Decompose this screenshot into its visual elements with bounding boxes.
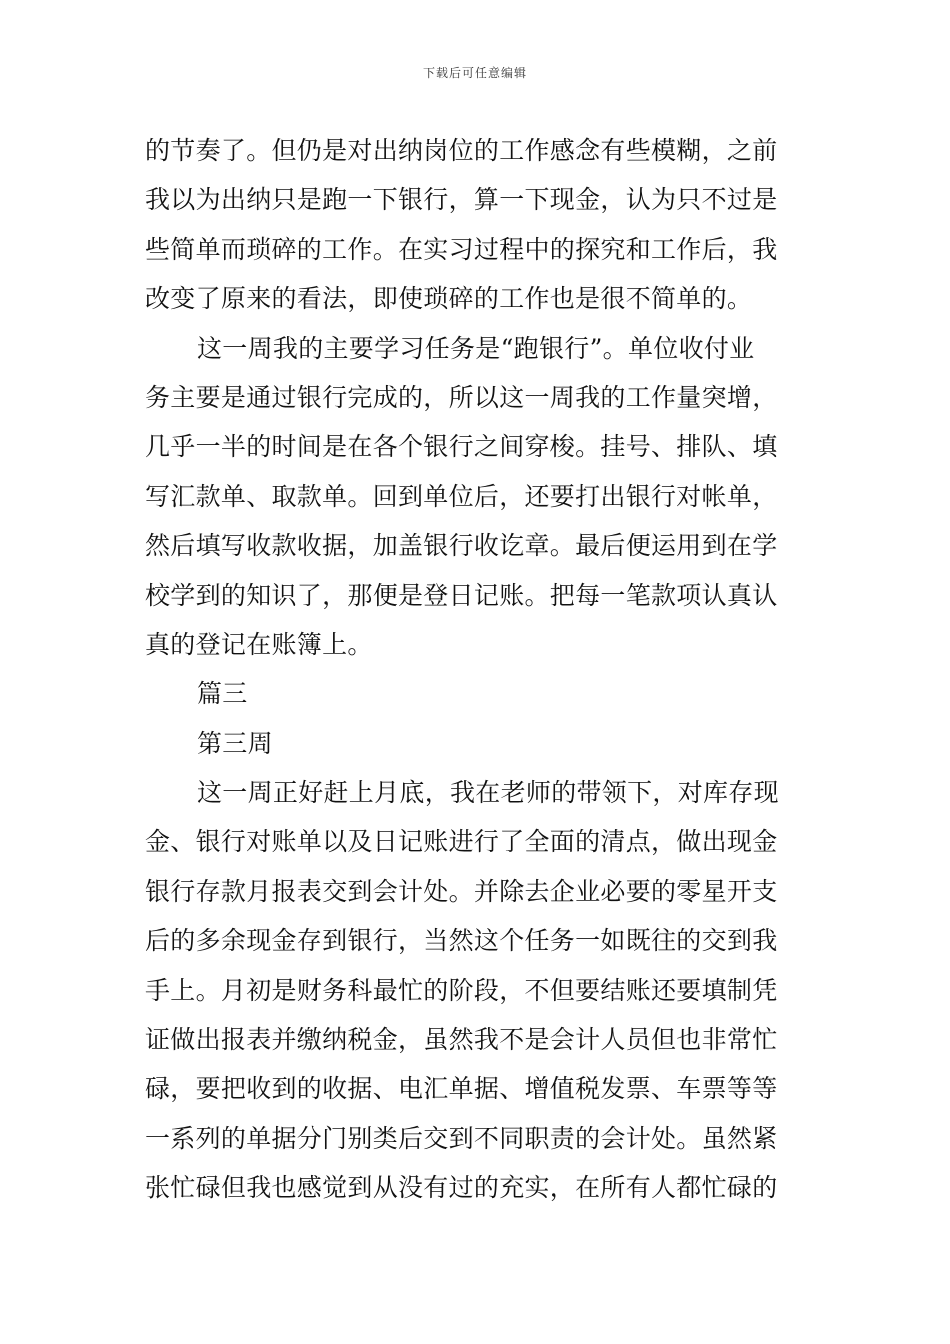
page-header: 下载后可任意编辑 (422, 66, 527, 80)
text-line: 证做出报表并缴纳税金，虽然我不是会计人员但也非常忙 (145, 1025, 778, 1055)
text-line: 真的登记在账簿上。 (145, 629, 373, 659)
text-line: 这一周我的主要学习任务是“跑银行”。单位收付业 (197, 333, 755, 363)
text-line: 改变了原来的看法，即使琐碎的工作也是很不简单的。 (145, 284, 753, 314)
text-line: 手上。月初是财务科最忙的阶段，不但要结账还要填制凭 (145, 975, 778, 1005)
text-line: 校学到的知识了，那便是登日记账。把每一笔款项认真认 (145, 580, 778, 610)
document-body (145, 126, 810, 1213)
text-line: 我以为出纳只是跑一下银行，算一下现金，认为只不过是 (145, 185, 778, 215)
text-line: 然后填写收款收据，加盖银行收讫章。最后便运用到在学 (145, 531, 778, 561)
text-line: 银行存款月报表交到会计处。并除去企业必要的零星开支 (145, 876, 778, 906)
text-line: 些简单而琐碎的工作。在实习过程中的探究和工作后，我 (145, 234, 778, 264)
text-line: 张忙碌但我也感觉到从没有过的充实，在所有人都忙碌的 (145, 1173, 778, 1203)
text-line: 金、银行对账单以及日记账进行了全面的清点，做出现金 (145, 827, 778, 857)
section-subheading: 第三周 (197, 728, 273, 758)
text-line: 几乎一半的时间是在各个银行之间穿梭。挂号、排队、填 (145, 432, 778, 462)
text-line: 写汇款单、取款单。回到单位后，还要打出银行对帐单， (145, 481, 778, 511)
text-line: 后的多余现金存到银行，当然这个任务一如既往的交到我 (145, 926, 778, 956)
text-line: 的节奏了。但仍是对出纳岗位的工作感念有些模糊，之前 (145, 136, 778, 165)
text-line: 一系列的单据分门别类后交到不同职责的会计处。虽然紧 (145, 1123, 778, 1153)
section-heading: 篇三 (197, 679, 248, 709)
text-line: 务主要是通过银行完成的，所以这一周我的工作量突增， (145, 382, 778, 412)
text-line: 碌，要把收到的收据、电汇单据、增值税发票、车票等等 (145, 1074, 778, 1104)
text-line: 这一周正好赶上月底，我在老师的带领下，对库存现 (197, 778, 779, 808)
